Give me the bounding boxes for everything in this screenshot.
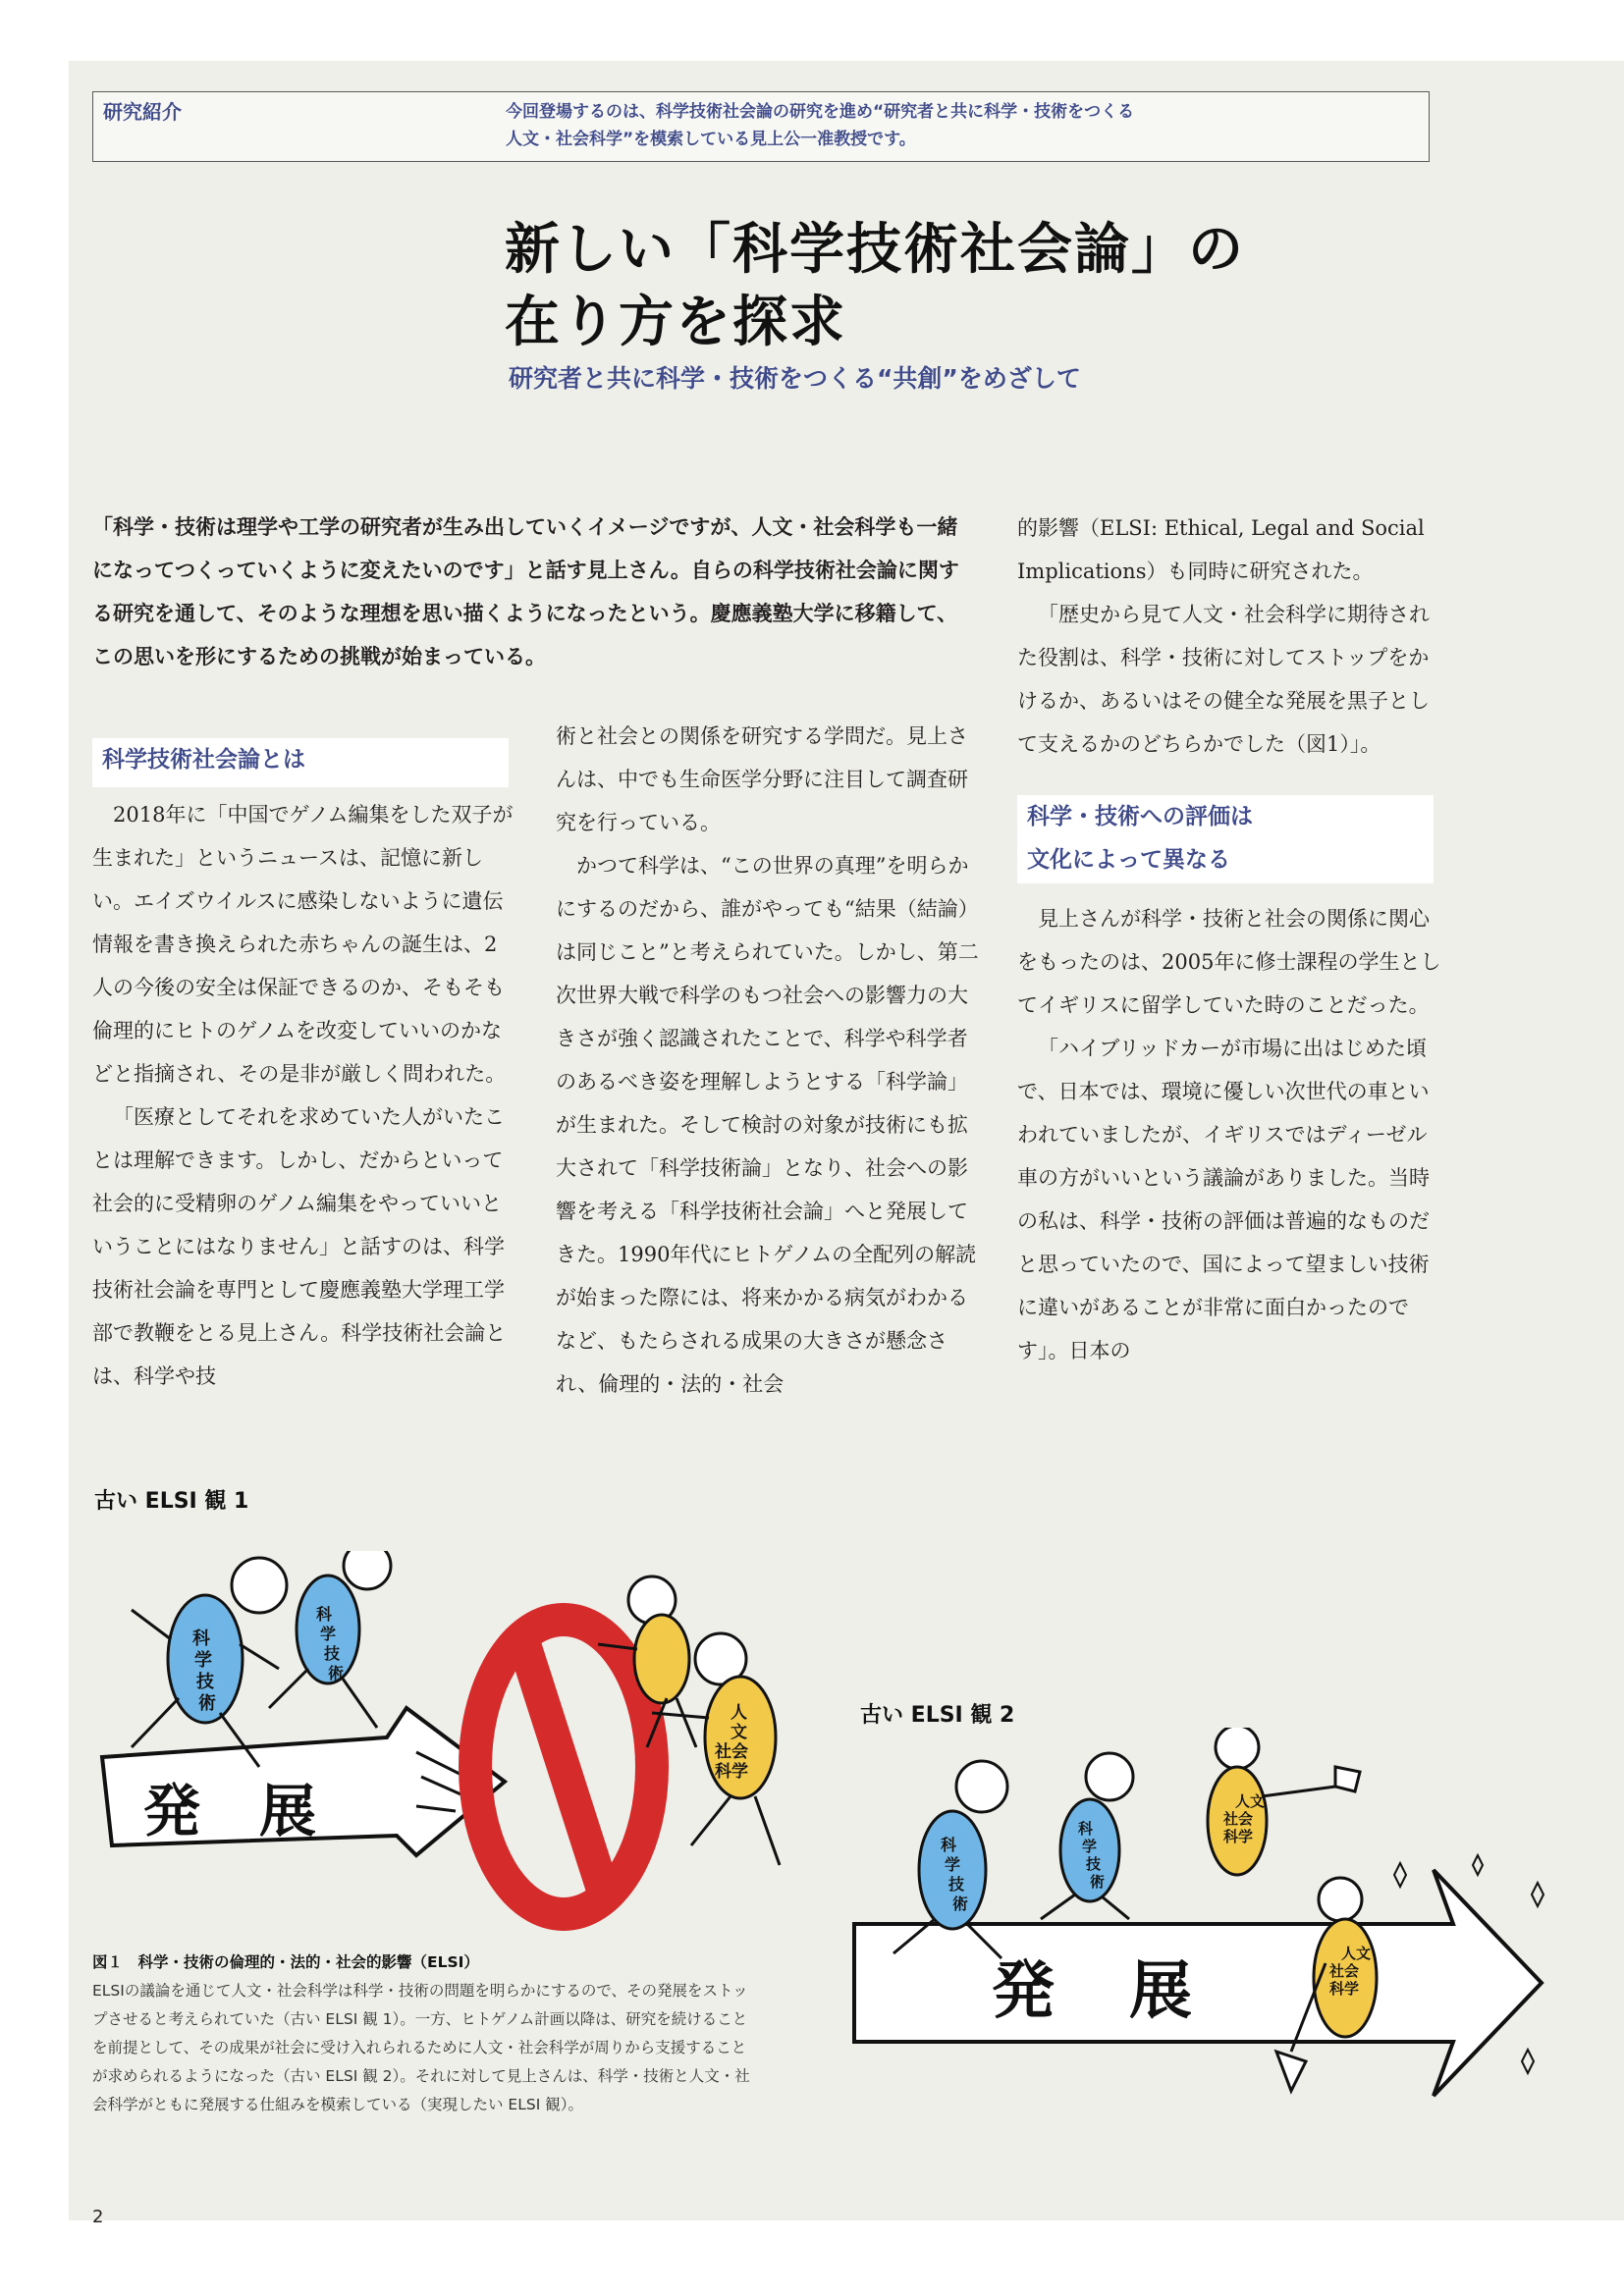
science-runner-figure xyxy=(132,1558,287,1767)
development-arrow xyxy=(102,1708,505,1855)
body-column-3 xyxy=(1017,507,1441,1372)
figure-label: 古い ELSI 観 1 xyxy=(94,1489,249,1514)
body-paragraph: かつて科学は、“この世界の真理”を明らかにするのだから、誰がやっても“結果（結論）は同じこと”と考えられていた。しかし、第二次世界大戦で科学のもつ社会への影響力の大きさが強く認識されたことで、科学や科学者のあるべき姿を理解しようとする「科学論」が生まれた。そして検討の対象が技術にも拡大されて「科学技術論」となり、社会への影響を考える「科学技術社会論」へと発展してきた。1990年代にヒトゲノムの全配列の解読が始まった際には、将来かかる病気がわかるなど、もたらされる成果の大きさが懸念され、倫理的・法的・社会 xyxy=(556,854,979,1396)
stop-sign-icon xyxy=(475,1620,652,1914)
body-paragraph: 2018年に「中国でゲノム編集をした双子が生まれた」というニュースは、記憶に新しい。エイズウイルスに感染しないように遺伝情報を書き換えられた赤ちゃんの誕生は、2人の今後の安全は保証できるのか、そもそも倫理的にヒトのゲノムを改変していいのかなどと指摘され、その是非が厳しく問われた。 xyxy=(92,803,514,1086)
caption-title: 図１ 科学・技術の倫理的・法的・社会的影響（ELSI） xyxy=(92,1953,479,1971)
humanities-tag: 人文社会科学 xyxy=(1329,1946,1372,1998)
page-number: 2 xyxy=(92,2207,104,2227)
body-paragraph: 「ハイブリッドカーが市場に出はじめた頃で、日本では、環境に優しい次世代の車といわれていましたが、イギリスではディーゼル車の方がいいという議論がありました。当時の私は、科学・技術の評価は普遍的なものだと思っていたので、国によって望ましい技術に違いがあることが非常に面白かったのです」。日本の xyxy=(1017,1037,1430,1362)
article-title xyxy=(505,214,1388,359)
science-runner-figure xyxy=(1041,1753,1133,1919)
illustration-elsi-2 xyxy=(844,1728,1571,2140)
body-paragraph: 術と社会との関係を研究する学問だ。見上さんは、中でも生命医学分野に注目して調査研究を行っている。 xyxy=(556,724,968,834)
body-paragraph: 「医療としてそれを求めていた人がいたことは理解できます。しかし、だからといって社会的に受精卵のゲノム編集をやっていいということにはなりません」と話すのは、科学技術社会論を専門として慶應義塾大学理工学部で教鞭をとる見上さん。科学技術社会論とは、科学や技 xyxy=(92,1105,507,1388)
body-column-1 xyxy=(92,793,516,1398)
article-subtitle: 研究者と共に科学・技術をつくる“共創”をめざして xyxy=(509,364,1081,393)
intro-line: 今回登場するのは、科学技術社会論の研究を進め“研究者と共に科学・技術をつくる xyxy=(506,102,1135,122)
title-line: 新しい「科学技術社会論」の xyxy=(505,218,1245,282)
illustration-elsi-1 xyxy=(92,1551,839,1944)
humanities-tag: 人文社会科学 xyxy=(715,1703,748,1781)
arrow-char: 展 xyxy=(1129,1955,1192,2026)
figure-label: 古い ELSI 観 2 xyxy=(860,1703,1015,1728)
intro-text xyxy=(506,98,1389,153)
science-tag: 科学技術 xyxy=(192,1629,216,1713)
body-column-2 xyxy=(556,715,980,1406)
caption-body: ELSIの議論を通じて人文・社会科学は科学・技術の問題を明らかにするので、その発展をストップさせると考えられていた（古い ELSI 観 1）。一方、ヒトゲノム計画以降は、研究を続けることを前提として、その成果が社会に受け入れられるために人文・社会科学が周りから支援することが求められるようになった（古い ELSI 観 2）。それに対して見上さんは、科学・技術と人文・社会科学がともに発展する仕組みを模索している（実現したい ELSI 観）。 xyxy=(92,1982,750,2113)
humanities-figure xyxy=(1208,1728,1360,1875)
science-tag: 科学技術 xyxy=(941,1838,969,1913)
humanities-figure xyxy=(598,1576,780,1865)
figure-caption xyxy=(92,1949,760,2119)
body-paragraph: 的影響（ELSI: Ethical, Legal and Social Implications）も同時に研究された。 xyxy=(1017,516,1425,583)
science-runner-figure xyxy=(269,1551,391,1728)
section-heading-line: 科学・技術への評価は xyxy=(1027,804,1253,829)
humanities-tag: 人文社会科学 xyxy=(1223,1793,1266,1845)
science-tag: 科学技術 xyxy=(316,1607,345,1682)
title-line: 在り方を探求 xyxy=(505,291,846,354)
arrow-char: 展 xyxy=(259,1780,317,1843)
science-tag: 科学技術 xyxy=(1078,1821,1106,1891)
body-paragraph: 見上さんが科学・技術と社会の関係に関心をもったのは、2005年に修士課程の学生としてイギリスに留学していた時のことだった。 xyxy=(1017,907,1441,1017)
arrow-char: 発 xyxy=(992,1955,1055,2026)
intro-box xyxy=(92,91,1430,162)
lead-paragraph: 「科学・技術は理学や工学の研究者が生み出していくイメージですが、人文・社会科学も一緒になってつくっていくように変えたいのです」と話す見上さん。自らの科学技術社会論に関する研究を通して、そのような理想を思い描くようになったという。慶應義塾大学に移籍して、この思いを形にするための挑戦が始まっている。 xyxy=(92,515,959,668)
section-heading xyxy=(1017,795,1434,883)
arrow-char: 発 xyxy=(143,1780,201,1843)
intro-line: 人文・社会科学”を模索している見上公一准教授です。 xyxy=(506,130,916,149)
section-heading-line: 文化によって異なる xyxy=(1027,847,1230,873)
section-heading: 科学技術社会論とは xyxy=(92,738,509,787)
section-label: 研究紹介 xyxy=(103,100,182,124)
body-paragraph: 「歴史から見て人文・社会科学に期待された役割は、科学・技術に対してストップをかけるか、あるいはその健全な発展を黒子として支えるかのどちらかでした（図1）」。 xyxy=(1017,603,1430,756)
